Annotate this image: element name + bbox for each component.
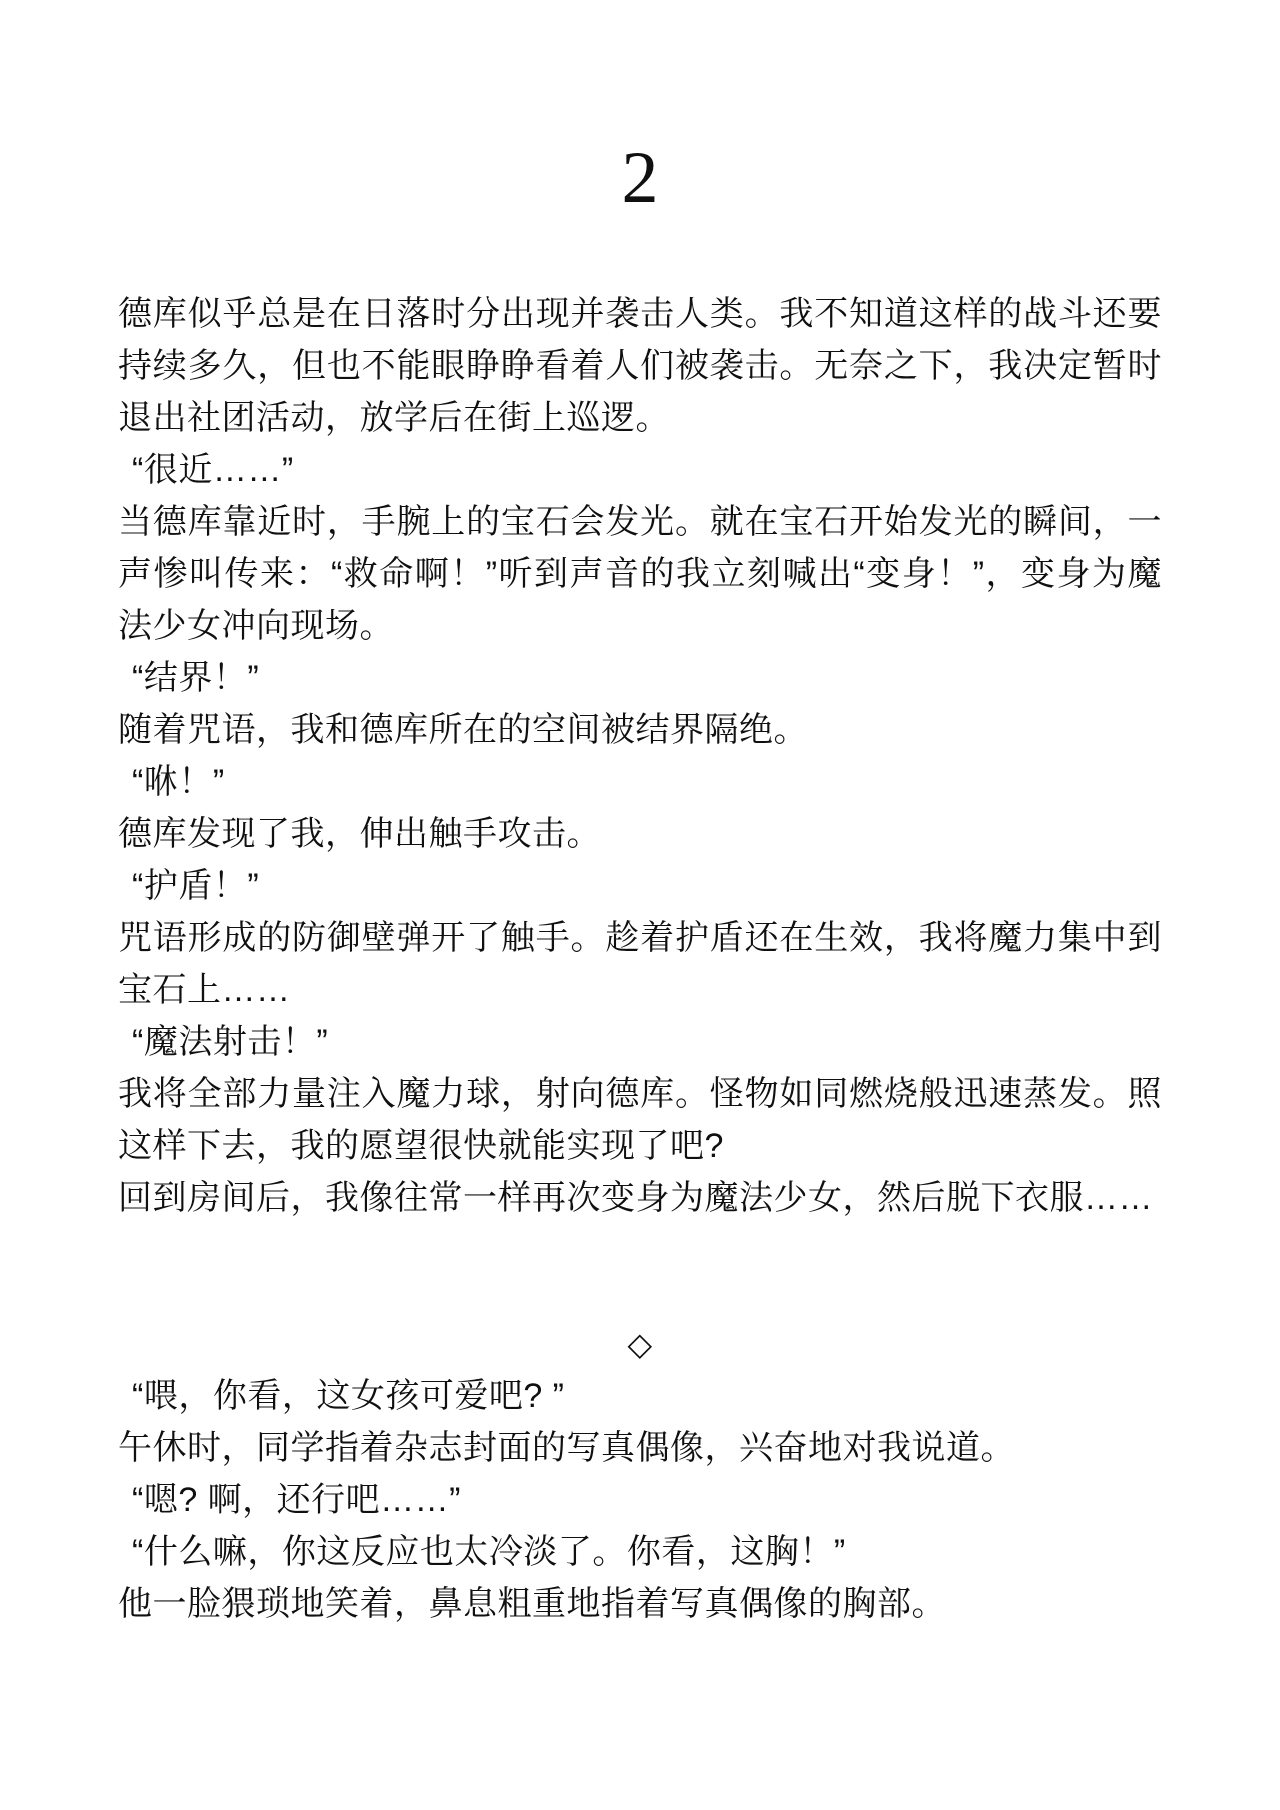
dialogue-line: “很近……”	[132, 451, 294, 489]
chapter-number: 2	[621, 137, 659, 219]
chapter-body	[118, 288, 1162, 1630]
dialogue-line: “护盾！”	[132, 867, 260, 905]
dialogue-line: “嗯? 啊，还行吧……”	[132, 1481, 461, 1519]
paragraph-narration: 他一脸猥琐地笑着，鼻息粗重地指着写真偶像的胸部。	[118, 1585, 946, 1623]
paragraph-narration: 我将全部力量注入魔力球，射向德库。怪物如同燃烧般迅速蒸发。照这样下去，我的愿望很快就能实现了吧?	[118, 1075, 1162, 1165]
paragraph-narration: 午休时，同学指着杂志封面的写真偶像，兴奋地对我说道。	[118, 1429, 1015, 1467]
dialogue-line: “什么嘛，你这反应也太冷淡了。你看，这胸！”	[132, 1533, 846, 1571]
dialogue-line: “喂，你看，这女孩可爱吧? ”	[132, 1377, 565, 1415]
dialogue-line: “结界！”	[132, 659, 260, 697]
paragraph-narration: 当德库靠近时，手腕上的宝石会发光。就在宝石开始发光的瞬间，一声惨叫传来：“救命啊！”听到声音的我立刻喊出“变身！”，变身为魔法少女冲向现场。	[118, 503, 1162, 645]
dialogue-line: “咻！”	[132, 763, 225, 801]
paragraph-narration: 德库似乎总是在日落时分出现并袭击人类。我不知道这样的战斗还要持续多久，但也不能眼睁睁看着人们被袭击。无奈之下，我决定暂时退出社团活动，放学后在街上巡逻。	[118, 295, 1162, 437]
paragraph-narration: 回到房间后，我像往常一样再次变身为魔法少女，然后脱下衣服……	[118, 1179, 1153, 1217]
paragraph-narration: 咒语形成的防御壁弹开了触手。趁着护盾还在生效，我将魔力集中到宝石上……	[118, 919, 1162, 1009]
paragraph-narration: 德库发现了我，伸出触手攻击。	[118, 815, 601, 853]
paragraph-narration: 随着咒语，我和德库所在的空间被结界隔绝。	[118, 711, 808, 749]
dialogue-line: “魔法射击！”	[132, 1023, 329, 1061]
section-divider-icon: ◇	[627, 1326, 653, 1362]
